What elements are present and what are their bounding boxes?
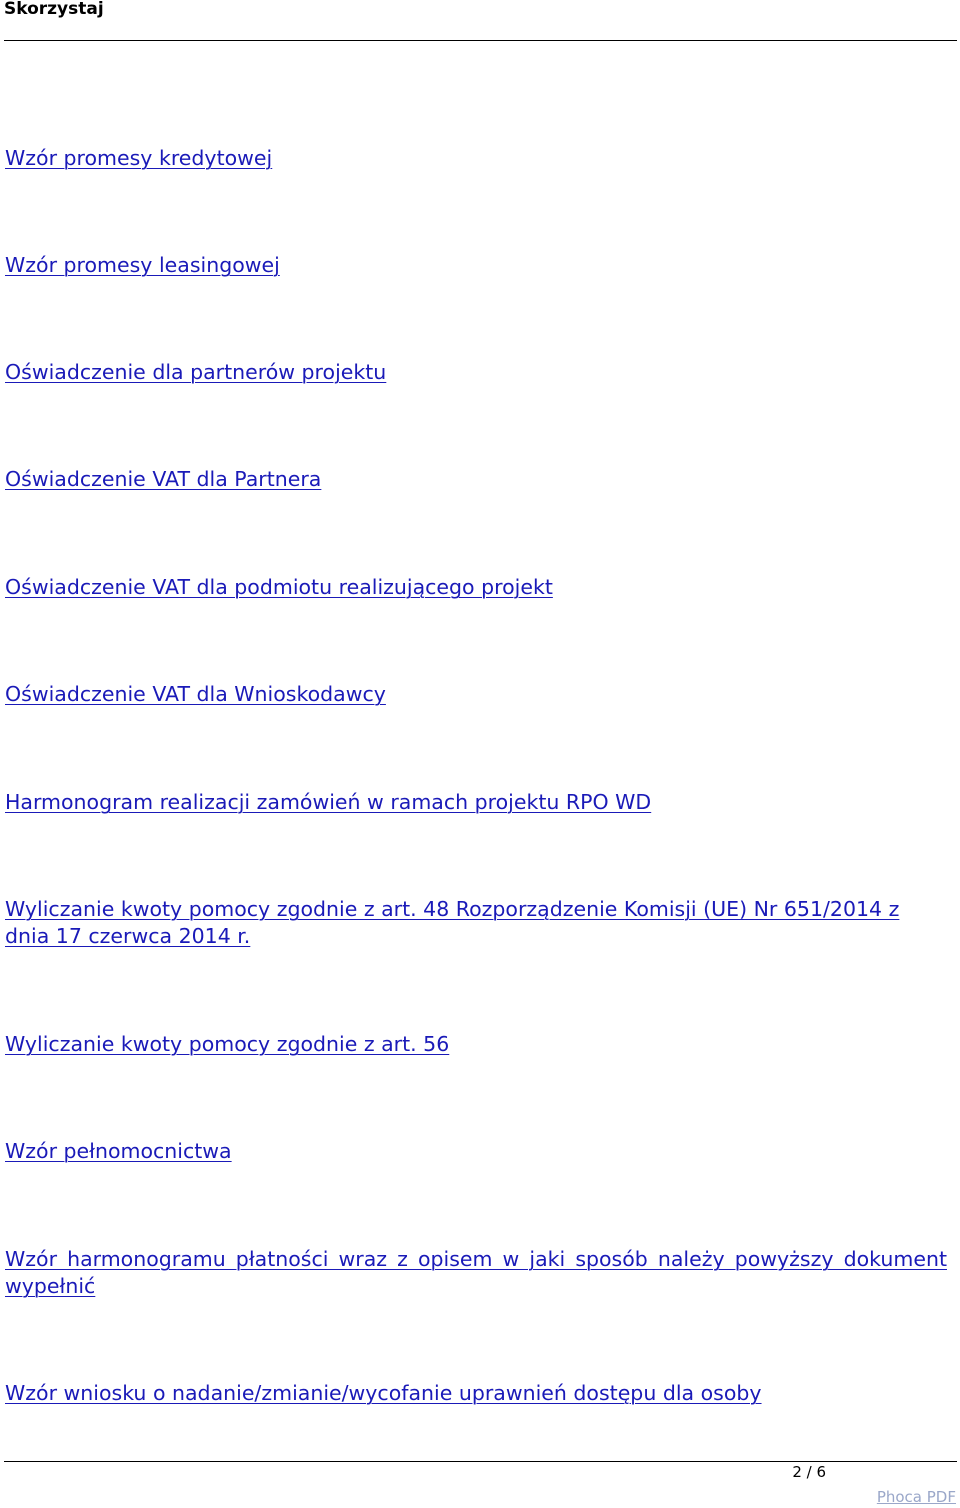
- link-wyliczanie-art-48[interactable]: Wyliczanie kwoty pomocy zgodnie z art. 48 Rozporządzenie Komisji (UE) Nr 651/2014 z dnia 17 czerwca 2014 r.: [5, 897, 900, 948]
- header-divider: [4, 40, 957, 41]
- link-harmonogram-zamowien[interactable]: Harmonogram realizacji zamówień w ramach projektu RPO WD: [5, 790, 652, 814]
- link-harmonogram-platnosci[interactable]: Wzór harmonogramu płatności wraz z opisem w jaki sposób należy powyższy dokument wypełnić: [5, 1247, 947, 1298]
- link-oswiadczenie-partnerow[interactable]: Oświadczenie dla partnerów projektu: [5, 360, 387, 384]
- page-header-title: Skorzystaj: [4, 0, 104, 19]
- phoca-pdf-link[interactable]: Phoca PDF: [876, 1488, 956, 1506]
- link-promesa-kredytowa[interactable]: Wzór promesy kredytowej: [5, 146, 273, 170]
- link-wniosek-uprawnien[interactable]: Wzór wniosku o nadanie/zmianie/wycofanie uprawnień dostępu dla osoby: [5, 1381, 762, 1405]
- link-wzor-pelnomocnictwa[interactable]: Wzór pełnomocnictwa: [5, 1139, 232, 1163]
- page-number: 2 / 6: [792, 1463, 826, 1481]
- link-oswiadczenie-vat-partnera[interactable]: Oświadczenie VAT dla Partnera: [5, 467, 322, 491]
- link-oswiadczenie-vat-wnioskodawcy[interactable]: Oświadczenie VAT dla Wnioskodawcy: [5, 682, 386, 706]
- link-promesa-leasingowa[interactable]: Wzór promesy leasingowej: [5, 253, 280, 277]
- link-wyliczanie-art-56[interactable]: Wyliczanie kwoty pomocy zgodnie z art. 56: [5, 1032, 450, 1056]
- link-oswiadczenie-vat-podmiotu[interactable]: Oświadczenie VAT dla podmiotu realizującego projekt: [5, 575, 553, 599]
